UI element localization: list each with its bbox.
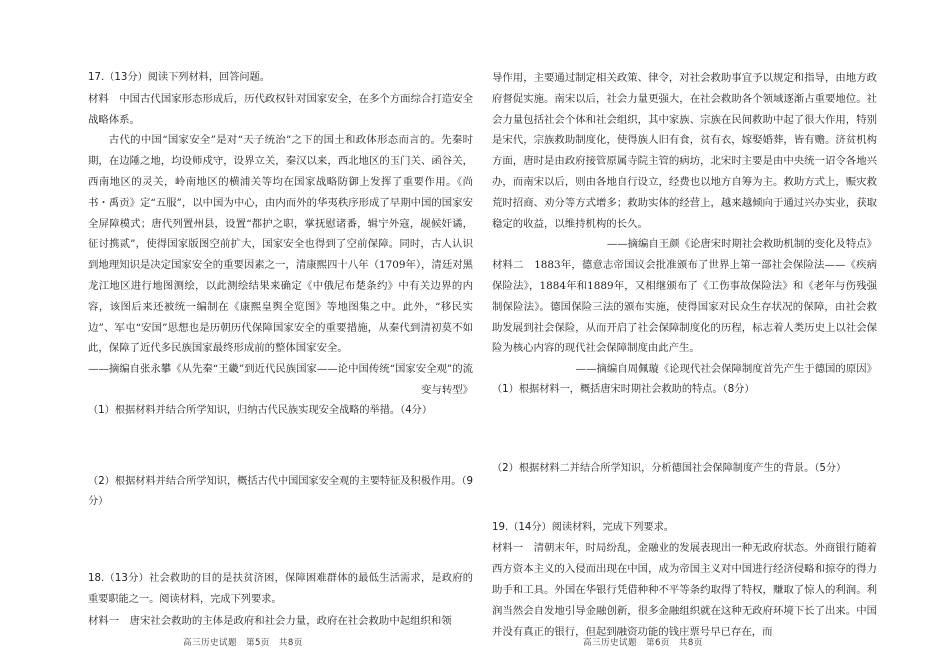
q18-sub1: （1）根据材料一，概括唐宋时期社会救助的特点。（8分） (492, 383, 755, 395)
right-column (492, 68, 877, 642)
q17-material-body: 古代的中国“国家安全”是对“天子统治”之下的国土和政体形态而言的。先秦时期，在边陲之地，均设师戍守，设界立关，秦汉以来，西北地区的玉门关、函谷关，西南地区的灵关，岭南地区的横浦关等均在国家战略防御上发挥了重要作用。《尚书・禹贡》定“五服”，以中国为中心，由内而外的华夷秩序形成了早期中国的国家安全屏障模式；唐代列置州县，设置“都护之职，掌抚慰诸番，辑宁外寇，觇候奸谲，征讨携贰”，使得国家版图空前扩大，国家安全也得到了空前保障。同时，古人认识到地理知识是决定国家安全的重要因素之一，清康熙四十八年（1709年），清廷对黑龙江地区进行地图测绘，以此测绘结果来确定《中俄尼布楚条约》中有关边界的内容，该图后来还被统一编制在《康熙皇舆全览图》等地图集之中。此外，“移民实边”、军屯“安国”思想也是历朝历代保障国家安全的重要措施，从秦代到清初莫不如此，保障了近代多民族国家最终形成前的整体国家安全。 (88, 134, 473, 355)
q17-sub2: （2）根据材料并结合所学知识，概括古代中国国家安全观的主要特征及积极作用。（9分） (88, 475, 473, 508)
q18-source2: ——摘编自周佩璇《论现代社会保障制度首先产生于德国的原因》 (575, 363, 877, 376)
footer-left: 高三历史试题 第5页 共8页 (183, 638, 303, 648)
answer-space (492, 401, 877, 459)
q18-material1-cont: 导作用，主要通过制定相关政策、律令，对社会救助事宜予以规定和指导，由地方政府督促实施。南宋以后，社会力量更强大，在社会救助各个领域逐渐占重要地位。社会力量包括社会个体和社会组织，其中家族、宗族在民间救助中起了很大作用，特别是宋代，宗族救助制度化，使得族人旧有食，贫有衣，嫁娶婚葬，皆有赡。济贫机构方面，唐时是由政府接管原属寺院主管的病坊，北宋时主要是由中央统一诏令各地兴办，而南宋以后，则由各地自行设立，经费也以地方自筹为主。救助方式上，赈灾救荒时招商、劝分等方式增多；救助实体的经营上，越来越倾向于通过兴办实业，获取稳定的收益，以维持机构的长久。 (492, 72, 877, 230)
question-19-header: 19.（14分）阅读材料，完成下列要求。 (492, 521, 674, 533)
q18-sub2: （2）根据材料二并结合所学知识，分析德国社会保障制度产生的背景。（5分） (492, 462, 847, 474)
q17-material-intro: 材料 中国古代国家形态形成后，历代政权针对国家安全，在多个方面综合打造安全战略体系。 (88, 92, 473, 126)
answer-space (88, 513, 473, 569)
answer-space (88, 422, 473, 472)
q18-material2: 材料二 1883年，德意志帝国议会批准颁布了世界上第一部社会保险法——《疾病保险法》，1884年和1889年，又相继颁布了《工伤事故保险法》和《老年与伤残强制保险法》。德国保险三法的颁布实施，使得国家对民众生存状况的保障，由社会救助发展到社会保险，从而开启了社会保障制度化的历程，标志着人类历史上以社会保险为核心内容的现代社会保障制度由此产生。 (492, 259, 877, 355)
question-18-header: 18.（13分）社会救助的目的是扶贫济困，保障困难群体的最低生活需求，是政府的重要职能之一。阅读材料，完成下列要求。 (88, 573, 473, 605)
q18-material1-start: 材料一 唐宋社会救助的主体是政府和社会力量，政府在社会救助中起组织和领 (88, 614, 452, 627)
q17-source: ——摘编自张永攀《从先秦“王畿”到近代民族国家——论中国传统“国家安全观”的流变与转型》 (88, 363, 473, 396)
q18-source1: ——摘编自王颜《论唐宋时期社会救助机制的变化及特点》 (606, 238, 877, 251)
question-17-header: 17.（13分）阅读下列材料，回答问题。 (88, 72, 270, 83)
left-column (88, 68, 473, 632)
q17-sub1: （1）根据材料并结合所学知识，归纳古代民族实现安全战略的举措。（4分） (88, 404, 433, 416)
q19-material1: 材料一 清朝末年，时局纷乱，金融业的发展表现出一种无政府状态。外商银行随着西方资本主义的入侵而出现在中国，成为帝国主义对中国进行经济侵略和掠夺的得力助手和工具。外国在华银行凭借种种不平等条约取得了特权，赚取了惊人的利润。利润当然会自发地引导金融创新，很多金融组织就在这种无政府环境下长了出来。中国并没有真正的银行，但起到融资功能的钱庄票号早已存在，而 (492, 542, 877, 638)
footer-right: 高三历史试题 第6页 共8页 (583, 638, 703, 648)
answer-space (492, 480, 877, 518)
